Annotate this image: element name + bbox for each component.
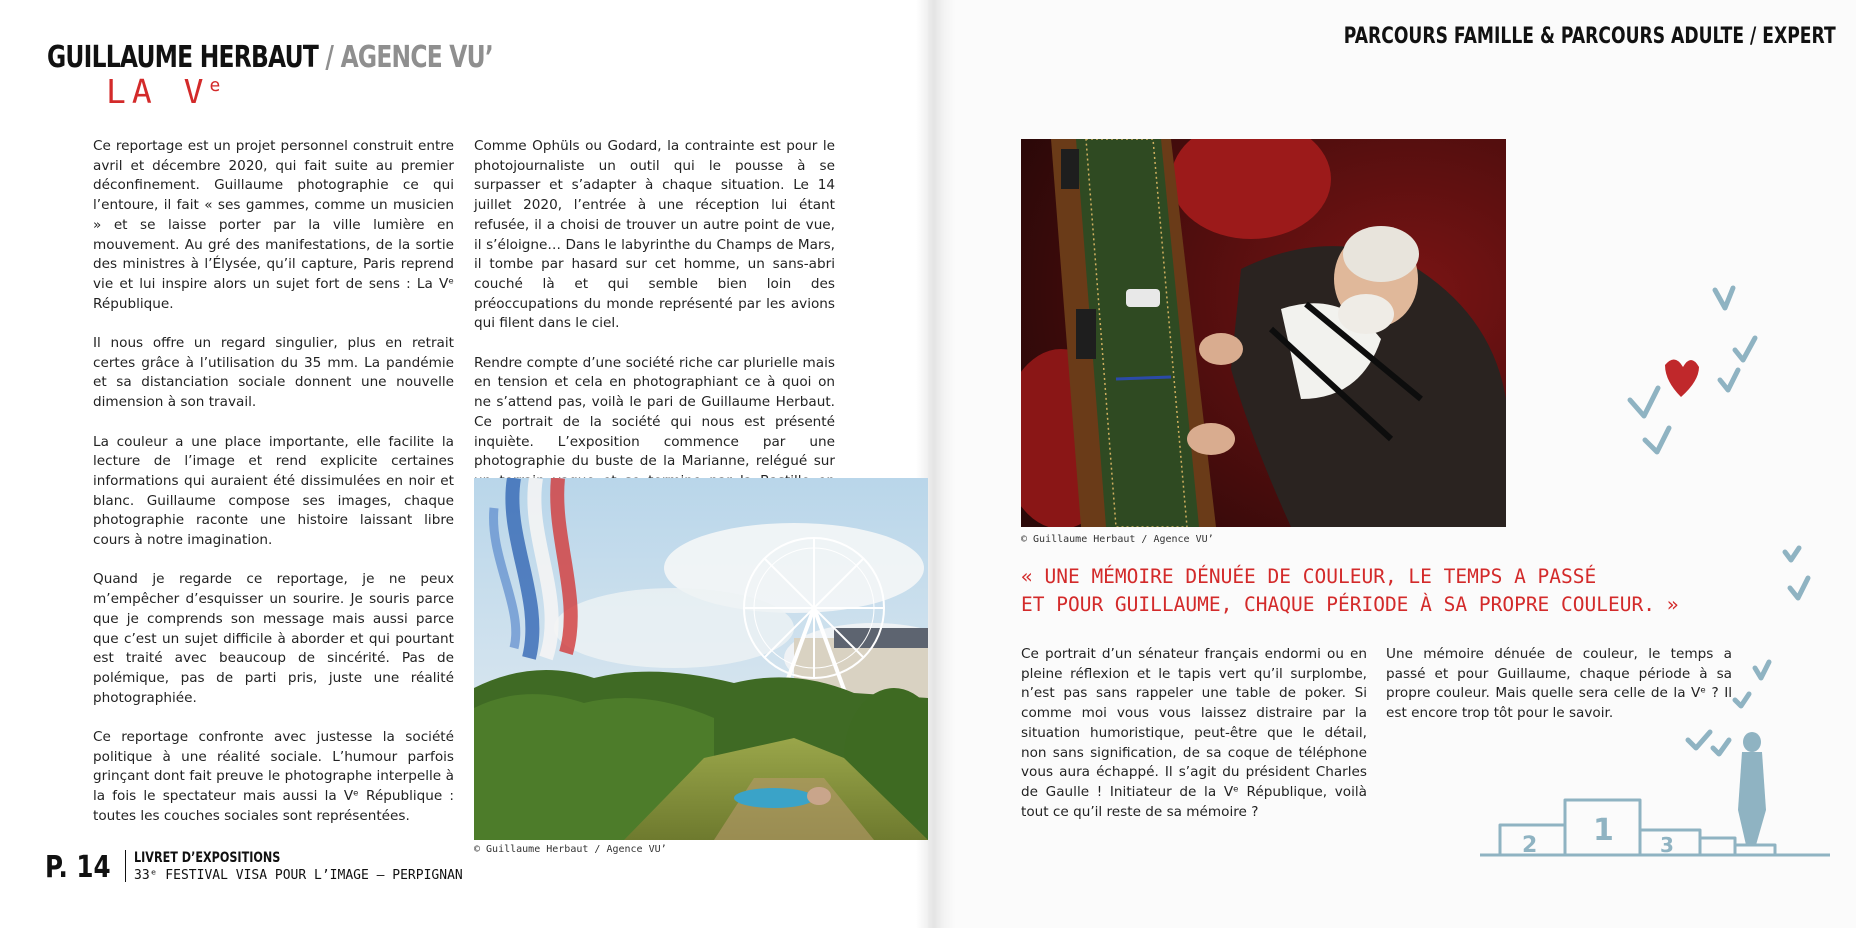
quote-line-1: « UNE MÉMOIRE DÉNUÉE DE COULEUR, LE TEMPS A PASSÉ	[1021, 565, 1597, 588]
check-icon	[1630, 388, 1658, 416]
photo-champs-de-mars	[474, 478, 928, 840]
footer-festival: 33ᵉ FESTIVAL VISA POUR L’IMAGE – PERPIGNAN	[134, 868, 463, 883]
check-icon	[1688, 732, 1710, 748]
check-icon	[1645, 428, 1669, 452]
photo-credit-left: © Guillaume Herbaut / Agence VU’	[474, 844, 667, 855]
check-icon	[1735, 694, 1749, 706]
paragraph: Comme Ophüls ou Godard, la contrainte est pour le photojournaliste un outil qui le pousse à se surpasser et s’adapter à chaque situation. Le 14 juillet 2020, l’entrée à une réception lui étant refusée, il a choisi de trouver un autre point de vue, il s’éloigne… Dans le labyrinthe du Champs de Mars, il tombe par hasard sur cet homme, un sans-abri couché là et qui semble bien loin des préoccupations du monde représenté par les avions qui filent dans le ciel.	[474, 138, 835, 332]
text-column-3	[1021, 645, 1367, 842]
page-number: P. 14	[45, 850, 111, 885]
photo-credit-right: © Guillaume Herbaut / Agence VU’	[1021, 534, 1214, 545]
paragraph: Quand je regarde ce reportage, je ne peux m’empêcher d’esquisser un sourire. Je souris parce que je comprends son message mais aussi parce que c’est un sujet difficile à aborder et qui pourtant est traité avec beaucoup de sincérité. Pas de polémique, pas de parti pris, juste une réalité photographiée.	[93, 571, 454, 706]
title-separator: /	[318, 40, 341, 75]
text-column-2	[474, 137, 835, 531]
agency-name: AGENCE VU’	[340, 40, 493, 75]
podium-label-1: 1	[1593, 813, 1614, 848]
text-column-1	[93, 137, 454, 846]
photographer-name: GUILLAUME HERBAUT	[47, 40, 319, 75]
check-icon	[1720, 370, 1738, 390]
paragraph: Il nous offre un regard singulier, plus en retrait certes grâce à l’utilisation du 35 mm. La pandémie et sa distanciation sociale donnent une nouvelle dimension à son travail.	[93, 335, 454, 411]
check-icon	[1755, 662, 1769, 678]
heart-icon	[1665, 359, 1699, 397]
doodle-illustration	[1460, 270, 1840, 870]
subtitle-main: LA V	[106, 72, 210, 111]
footer-divider	[125, 850, 126, 882]
check-icon	[1713, 740, 1729, 754]
check-icon	[1735, 338, 1755, 360]
quote-line-2: ET POUR GUILLAUME, CHAQUE PÉRIODE À SA PROPRE COULEUR. »	[1021, 593, 1679, 616]
subtitle-sup: e	[209, 75, 221, 96]
podium-label-3: 3	[1660, 833, 1674, 857]
paragraph: La couleur a une place importante, elle facilite la lecture de l’image et rend explicite certaines informations qui auraient été dissimulées en noir et blanc. Guillaume compose ses images, chaque photographie raconte une histoire laissant libre cours à notre imagination.	[93, 433, 454, 549]
podium-label-2: 2	[1522, 833, 1538, 858]
footer-publication: LIVRET D’EXPOSITIONS	[134, 850, 281, 866]
heart-icon	[1715, 288, 1733, 308]
paragraph: Rendre compte d’une société riche car plurielle mais en tension et cela en photographiant ce à quoi on ne s’attend pas, voilà le pari de Guillaume Herbaut. Ce portrait de la société qui nous est présenté inquiète. L’exposition commence par une photographie du buste de la Marianne, relégué sur	[474, 354, 835, 470]
article-subtitle	[106, 72, 220, 111]
right-page-header: PARCOURS FAMILLE & PARCOURS ADULTE / EXPERT	[1344, 24, 1836, 49]
paragraph: Une mémoire dénuée de couleur, le temps a passé et pour Guillaume, chaque période à sa propre couleur. Mais quelle sera celle de la Vᵉ ? Il est encore trop tôt pour le savoir.	[1386, 646, 1732, 722]
photo-senator	[1021, 139, 1506, 527]
paragraph: Ce portrait d’un sénateur français endormi ou en pleine réflexion et le tapis vert qu’il surplombe, n’est pas sans rappeler une table de poker. Si comme moi vous vous laissez distraire par la situation humoristique, peut-être que le détail, non sans signification, de sa coque de téléphone vous aura échappé. Il s’agit du président Charles de Gaulle ! Initiateur de la Vᵉ République, voilà tout ce qu’il reste de sa mémoire ?	[1021, 646, 1367, 820]
article-title	[47, 40, 493, 75]
paragraph: Ce reportage confronte avec justesse la société politique à une réalité sociale. L’humour parfois grinçant dont fait preuve le photographe interpelle à la fois le spectateur mais aussi la Vᵉ République : toutes les couches sociales sont représentées.	[93, 729, 454, 824]
check-icon	[1790, 578, 1808, 598]
check-icon	[1785, 548, 1799, 560]
paragraph: Ce reportage est un projet personnel construit entre avril et décembre 2020, qui fait suite au premier déconfinement. Guillaume photographie ce qui l’entoure, il fait « ses gammes, comme un musicien » et se laisse porter par la ville lumière en mouvement. Au gré des manifestations, de la sortie des ministres à l’Élysée, qu’il capture, Paris reprend vie et lui inspire alors un sujet fort de sens : La Vᵉ République.	[93, 138, 454, 312]
